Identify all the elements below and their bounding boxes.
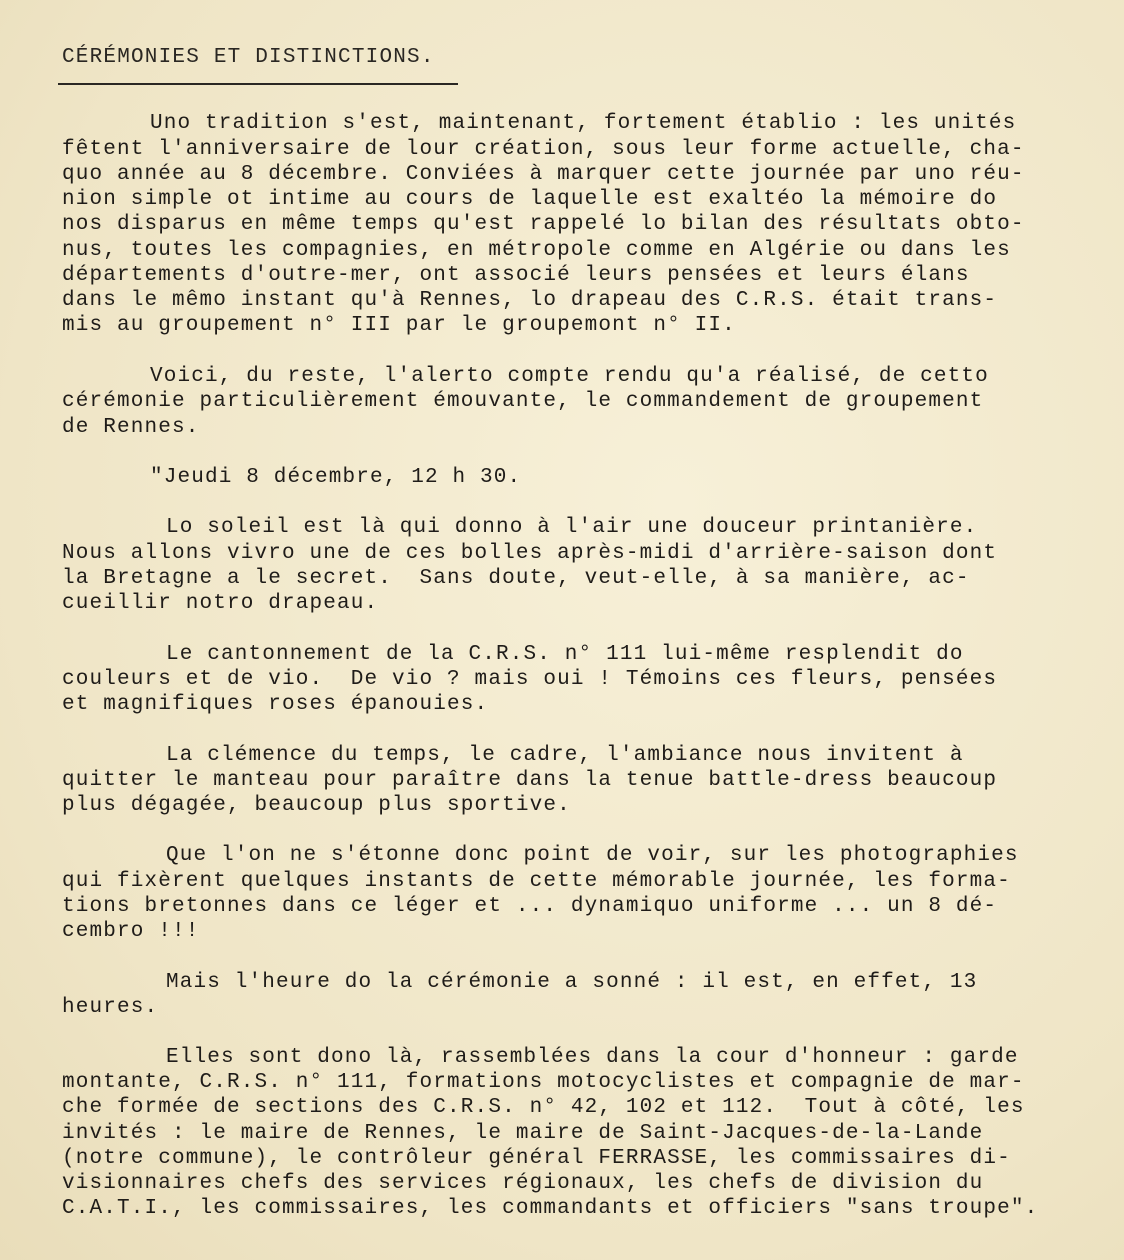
paragraph-line: C.A.T.I., les commissaires, les commandants et officiers "sans troupe". [62, 1197, 1039, 1220]
paragraph-line: cembro !!! [62, 920, 200, 943]
paragraph-line: che formée de sections des C.R.S. n° 42, 102 et 112. Tout à côté, les [62, 1096, 1025, 1119]
paragraph-line: couleurs et de vio. De vio ? mais oui ! Témoins ces fleurs, pensées [62, 668, 998, 691]
paragraph-line: Uno tradition s'est, maintenant, fortement établio : les unités [150, 112, 1017, 135]
paragraph-line: visionnaires chefs des services régionaux, les chefs de division du [62, 1172, 984, 1195]
paragraph-line: heures. [62, 996, 159, 1019]
paragraph-line: Elles sont dono là, rassemblées dans la cour d'honneur : garde [166, 1046, 1019, 1069]
paragraph-line: quo année au 8 décembre. Conviées à marquer cette journée par uno réu- [62, 163, 1025, 186]
heading-underline [58, 83, 458, 85]
paragraph-line: mis au groupement n° III par le groupemont n° II. [62, 314, 736, 337]
paragraph-line: la Bretagne a le secret. Sans doute, veut-elle, à sa manière, ac- [62, 567, 970, 590]
paragraph-line: départements d'outre-mer, ont associé leurs pensées et leurs élans [62, 264, 970, 287]
paragraph-line: nos disparus en même temps qu'est rappelé lo bilan des résultats obto- [62, 213, 1025, 236]
paragraph-line: quitter le manteau pour paraître dans la tenue battle-dress beaucoup [62, 769, 998, 792]
paragraph-line: tions bretonnes dans ce léger et ... dynamiquo uniforme ... un 8 dé- [62, 895, 998, 918]
paragraph-line: Que l'on ne s'étonne donc point de voir, sur les photographies [166, 844, 1019, 867]
paragraph-line: "Jeudi 8 décembre, 12 h 30. [150, 466, 522, 489]
section-heading: CÉRÉMONIES ET DISTINCTIONS. [62, 46, 435, 69]
paragraph-line: Le cantonnement de la C.R.S. n° 111 lui-même resplendit do [166, 643, 964, 666]
paragraph-line: de Rennes. [62, 416, 200, 439]
paragraph-line: invités : le maire de Rennes, le maire de Saint-Jacques-de-la-Lande [62, 1122, 984, 1145]
paragraph-line: qui fixèrent quelques instants de cette mémorable journée, les forma- [62, 870, 1011, 893]
paragraph-line: Nous allons vivro une de ces bolles après-midi d'arrière-saison dont [62, 542, 998, 565]
paragraph-line: Voici, du reste, l'alerto compte rendu qu'a réalisé, de cetto [150, 365, 989, 388]
paragraph-line: montante, C.R.S. n° 111, formations motocyclistes et compagnie de mar- [62, 1071, 1025, 1094]
paragraph-line: dans le mêmo instant qu'à Rennes, lo drapeau des C.R.S. était trans- [62, 289, 998, 312]
paragraph-line: Lo soleil est là qui donno à l'air une douceur printanière. [166, 516, 978, 539]
paragraph-line: nion simple ot intime au cours de laquelle est exaltéo la mémoire do [62, 188, 998, 211]
paragraph-line: (notre commune), le contrôleur général FERRASSE, les commissaires di- [62, 1147, 1011, 1170]
paragraph-line: et magnifiques roses épanouies. [62, 693, 489, 716]
paragraph-line: nus, toutes les compagnies, en métropole comme en Algérie ou dans les [62, 239, 1011, 262]
paragraph-line: La clémence du temps, le cadre, l'ambiance nous invitent à [166, 744, 964, 767]
paragraph-line: cueillir notro drapeau. [62, 592, 379, 615]
paragraph-line: cérémonie particulièrement émouvante, le commandement de groupement [62, 390, 984, 413]
paragraph-line: Mais l'heure do la cérémonie a sonné : il est, en effet, 13 [166, 971, 978, 994]
paragraph-line: plus dégagée, beaucoup plus sportive. [62, 794, 571, 817]
paragraph-line: fêtent l'anniversaire de lour création, sous leur forme actuelle, cha- [62, 138, 1025, 161]
